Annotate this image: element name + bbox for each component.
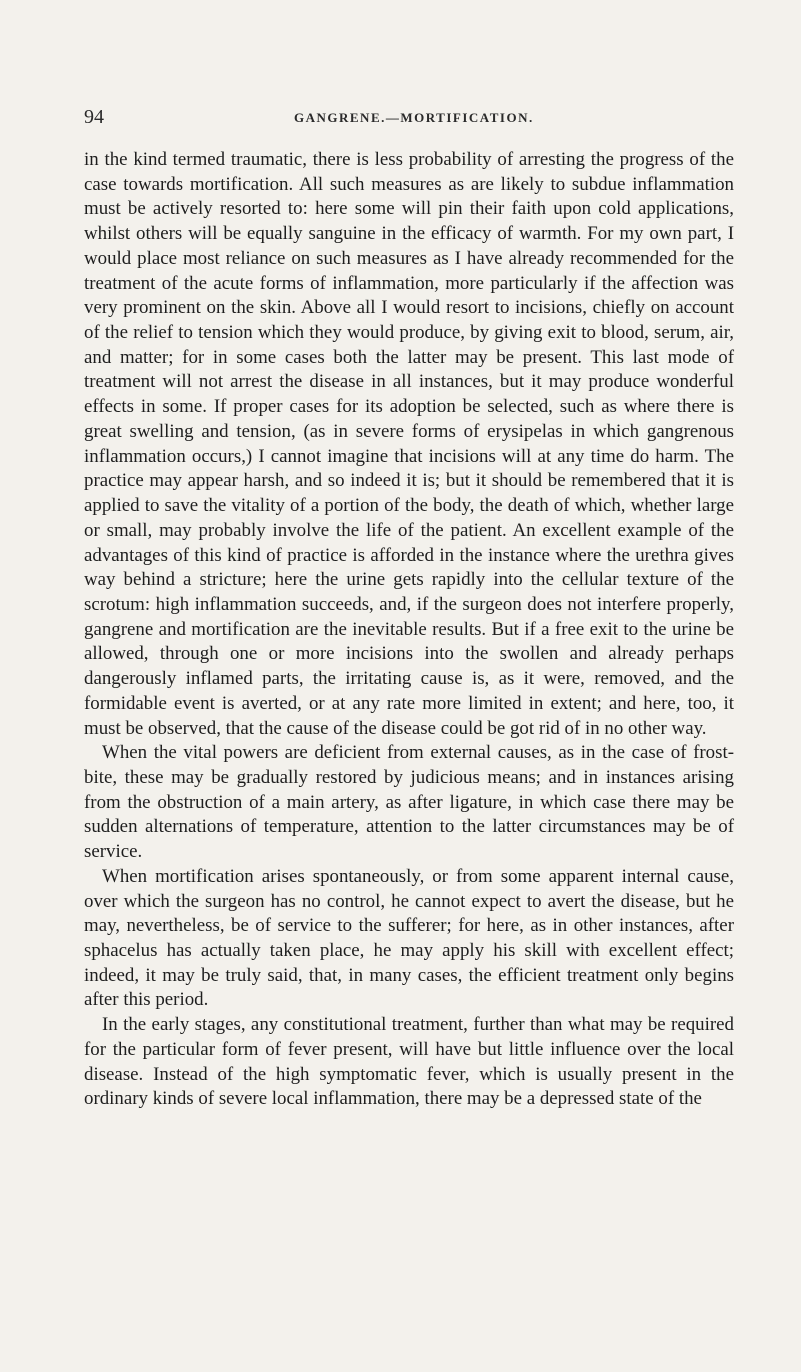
page-header	[84, 106, 734, 134]
running-head: GANGRENE.—MORTIFICATION.	[294, 110, 534, 125]
page-number: 94	[84, 106, 104, 128]
paragraph-early-stages: In the early stages, any constitutional treatment, further than what may be required for the particular form of fever present, will have but little influence over the local disease. Instead of the high symptomatic fever, which is usually present in the ordinary kinds of severe local inflammation, there may be a depressed state of the	[84, 1014, 734, 1110]
paragraph-vital-powers: When the vital powers are deficient from external causes, as in the case of frost-bite, these may be gradually restored by judicious means; and in instances arising from the obstruction of a main artery, as after ligature, in which case there may be sudden alternations of temperature, attention to the latter circumstances may be of service.	[84, 742, 734, 863]
paragraph-continued: in the kind termed traumatic, there is less probability of arresting the progress of the case towards mortification. All such measures as are likely to subdue inflammation must be actively resorted to: here some will pin their faith upon cold applications, whilst others will be equally sanguine in the efficacy of warmth. For my own part, I would place most reliance on such measures as I have already recommended for the treatment of the acute forms of inflammation, more particularly if the affection was very prominent on the skin. Above all I would resort to incisions, chiefly on account of the relief to tension which they would produce, by giving exit to blood, serum, air, and matter; for in some cases both the latter may be present. This last mode of treatment will not arrest the disease in all instances, but it may produce wonderful effects in some. If proper cases for its adoption be selected, such as where there is great swelling and tension, (as in severe forms of erysipelas in which gangrenous inflammation occurs,) I cannot imagine that incisions will at any time do harm. The practice may appear harsh, and so indeed it is; but it should be remembered that it is applied to save the vitality of a portion of the body, the death of which, whether large or small, may probably involve the life of the patient. An excellent example of the advantages of this kind of practice is afforded in the instance where the urethra gives way behind a stricture; here the urine gets rapidly into the cellular texture of the scrotum: high inflammation succeeds, and, if the surgeon does not interfere properly, gangrene and mortification are the inevitable results. But if a free exit to the urine be allowed, through one or more incisions into the swollen and already perhaps dangerously inflamed parts, the irritating cause is, as it were, removed, and the formidable event is averted, or at any rate more limited in extent; and here, too, it must be observed, that the cause of the disease could be got rid of in no other way.	[84, 149, 734, 739]
paragraph-spontaneous-mortification: When mortification arises spontaneously, or from some apparent internal cause, over which the surgeon has no control, he cannot expect to avert the disease, but he may, nevertheless, be of service to the sufferer; for here, as in other instances, after sphacelus has actually taken place, he may apply his skill with excellent effect; indeed, it may be truly said, that, in many cases, the efficient treatment only begins after this period.	[84, 865, 734, 1011]
body-text	[84, 148, 734, 1112]
